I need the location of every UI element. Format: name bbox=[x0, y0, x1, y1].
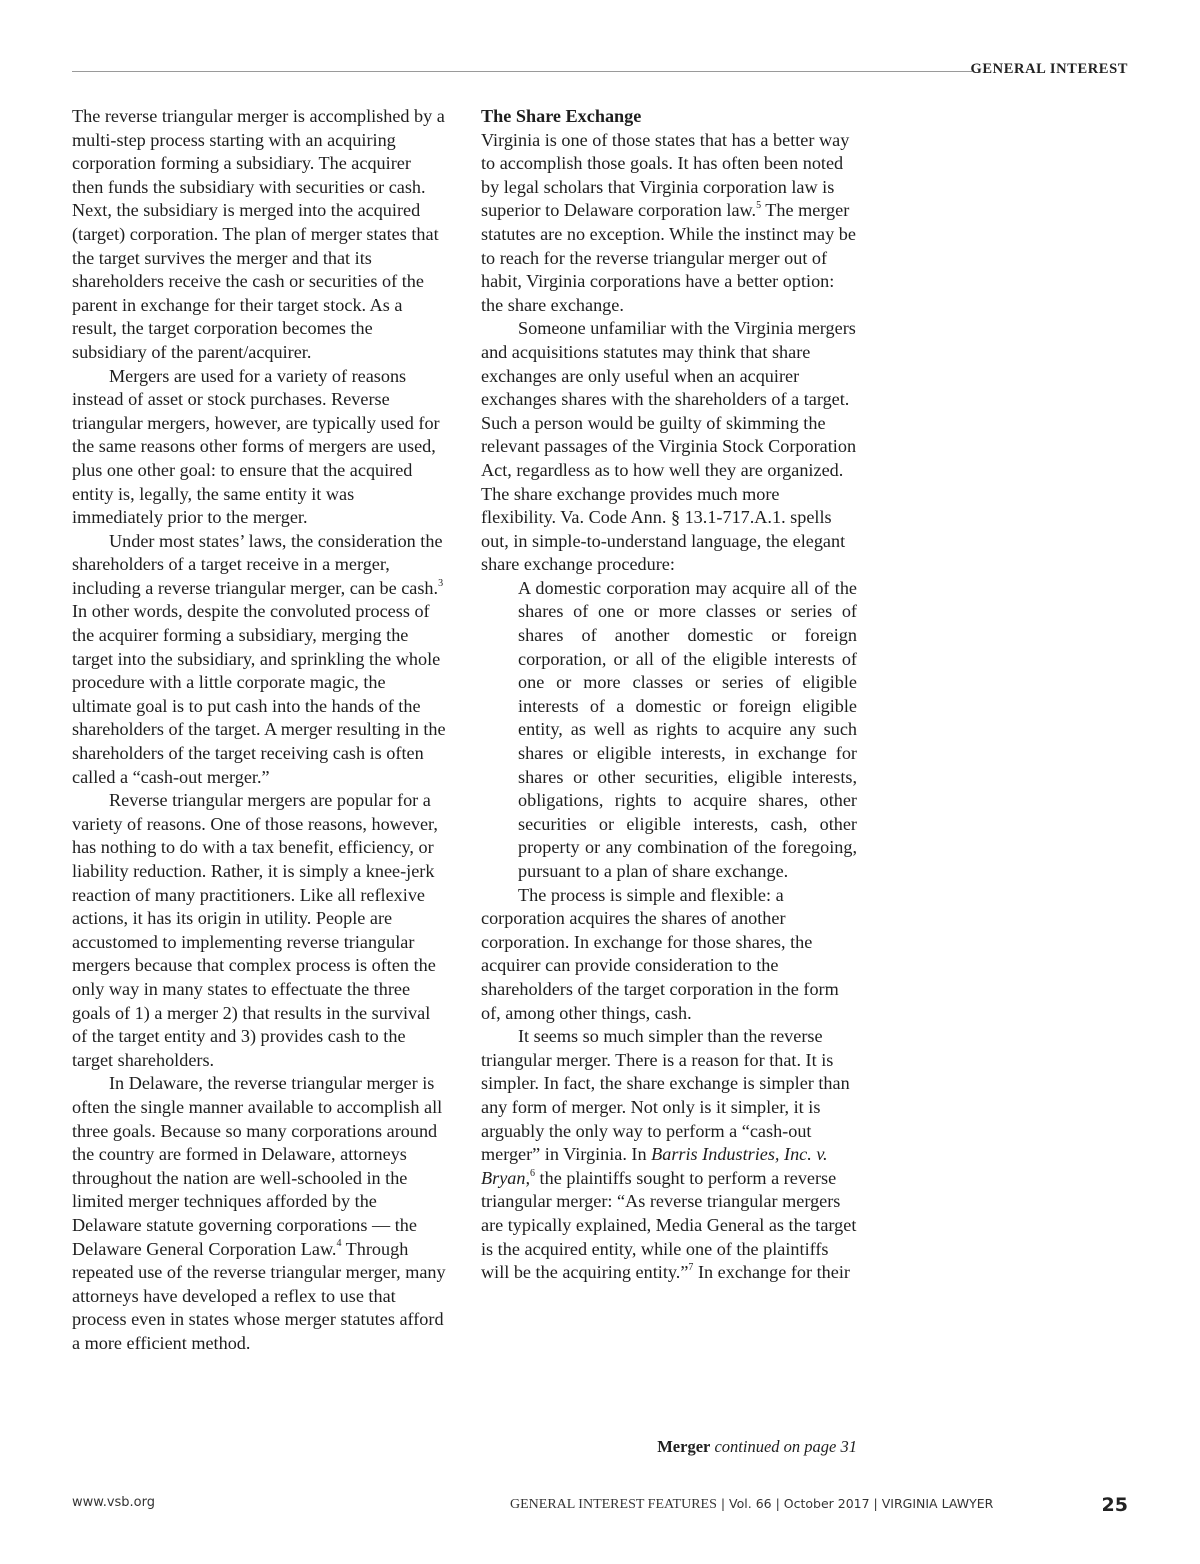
footer-url[interactable]: www.vsb.org bbox=[72, 1495, 156, 1510]
paragraph bbox=[481, 129, 857, 318]
footer-publication bbox=[510, 1496, 993, 1513]
paragraph-text: In exchange for their bbox=[693, 1262, 850, 1283]
footer-section: GENERAL INTEREST FEATURES bbox=[510, 1497, 717, 1512]
paragraph: Mergers are used for a variety of reasons instead of asset or stock purchases. Reverse triangular mergers, however, are typically used for the same reasons other forms of mergers are used, plus one other goal: to ensure that the acquired entity is, legally, the same entity it was immediately prior to the merger. bbox=[72, 365, 440, 528]
paragraph-text: Through repeated use of the reverse triangular merger, many attorneys have developed a reflex to use that process even in states whose merger statutes afford a more efficient method. bbox=[72, 1238, 446, 1353]
case-name: Barris Industries, Inc. v. Bryan, bbox=[481, 1144, 828, 1188]
paragraph: The reverse triangular merger is accomplished by a multi-step process starting with an acquiring corporation forming a subsidiary. The acquirer then funds the subsidiary with securities or cash. Next, the subsidiary is merged into the acquired (target) corporation. The plan of merger states that the target survives the merger and that its shareholders receive the cash or securities of the parent in exchange for their target stock. As a result, the target corporation becomes the subsidiary of the parent/acquirer. bbox=[72, 106, 445, 362]
paragraph-text: Virginia is one of those states that has a better way to accomplish those goals. It has often been noted by legal scholars that Virginia corporation law is superior to Delaware corporation law. bbox=[481, 129, 850, 221]
paragraph: Someone unfamiliar with the Virginia mergers and acquisitions statutes may think that share exchanges are only useful when an acquirer exchanges shares with the shareholders of a target. Such a person would be guilty of skimming the relevant passages of the Virginia Stock Corporation Act, regardless as to how well they are organized. The share exchange provides much more flexibility. Va. Code Ann. § 13.1-717.A.1. spells out, in simple-to-understand language, the elegant share exchange procedure: bbox=[481, 318, 857, 575]
paragraph-text: In Delaware, the reverse triangular merger is often the single manner available to accomplish all three goals. Because so many corporations around the country are formed in Delaware, attorneys throughout the nation are well-schooled in the limited merger techniques afforded by the Delaware statute governing corporations — the Delaware General Corporation Law. bbox=[72, 1073, 443, 1259]
paragraph-text: In other words, despite the convoluted process of the acquirer forming a subsidiary, merging the target into the subsidiary, and sprinkling the whole procedure with a little corporate magic, the ultimate goal is to put cash into the hands of the shareholders of the target. A merger resulting in the shareholders of the target receiving cash is often called a “cash-out merger.” bbox=[72, 601, 446, 787]
right-column bbox=[481, 105, 857, 1285]
continued-topic: Merger bbox=[657, 1437, 711, 1456]
paragraph: Reverse triangular mergers are popular for a variety of reasons. One of those reasons, however, has nothing to do with a tax benefit, efficiency, or liability reduction. Rather, it is simply a knee-jerk reaction of many practitioners. Like all reflexive actions, it has its origin in utility. People are accustomed to implementing reverse triangular mergers because that complex process is often the only way in many states to effectuate the three goals of 1) a merger 2) that results in the survival of the target entity and 3) provides cash to the target shareholders. bbox=[72, 790, 438, 1070]
paragraph bbox=[72, 530, 446, 790]
paragraph-text: It seems so much simpler than the reverse triangular merger. There is a reason for that. It is simpler. In fact, the share exchange is simpler than any form of merger. Not only is it simpler, it is arguably the only way to perform a “cash-out merger” in Virginia. In bbox=[481, 1026, 850, 1165]
section-subhead: The Share Exchange bbox=[481, 106, 642, 126]
paragraph bbox=[72, 1072, 446, 1355]
header-rule bbox=[72, 71, 972, 72]
paragraph-text: the plaintiffs sought to perform a reverse triangular merger: “As reverse triangular mergers are typically explained, Media General as the target is the acquired entity, while one of the plaintiffs will be the acquiring entity.” bbox=[481, 1167, 857, 1283]
continued-notice bbox=[481, 1437, 857, 1457]
continued-text: continued on page 31 bbox=[714, 1437, 857, 1456]
footnote-ref: 4 bbox=[336, 1238, 342, 1250]
left-column bbox=[72, 105, 446, 1355]
page-number: 25 bbox=[1101, 1494, 1128, 1516]
section-label: GENERAL INTEREST bbox=[970, 61, 1128, 77]
footnote-ref: 6 bbox=[530, 1167, 535, 1179]
footnote-ref: 3 bbox=[438, 577, 444, 589]
paragraph-text: The merger statutes are no exception. While the instinct may be to reach for the reverse triangular merger out of habit, Virginia corporations have a better option: the share exchange. bbox=[481, 200, 856, 315]
footer-issue: | Vol. 66 | October 2017 | VIRGINIA LAWYER bbox=[716, 1496, 994, 1511]
footnote-ref: 7 bbox=[688, 1262, 694, 1274]
footnote-ref: 5 bbox=[756, 200, 762, 212]
paragraph: The process is simple and flexible: a corporation acquires the shares of another corporation. In exchange for those shares, the acquirer can provide consideration to the shareholders of the target corporation in the form of, among other things, cash. bbox=[481, 884, 839, 1023]
paragraph-text: Under most states’ laws, the consideration the shareholders of a target receive in a merger, including a reverse triangular merger, can be cash. bbox=[72, 530, 443, 598]
statute-quote: A domestic corporation may acquire all of the shares of one or more classes or series of shares of another domestic or foreign corporation, or all of the eligible interests of one or more classes or series of eligible interests of a domestic or foreign eligible entity, as well as rights to acquire any such shares or eligible interests, in exchange for shares or other securities, eligible interests, obligations, rights to acquire shares, other securities or eligible interests, cash, other property or any combination of the foregoing, pursuant to a plan of share exchange. bbox=[518, 577, 857, 881]
paragraph bbox=[481, 1025, 857, 1285]
